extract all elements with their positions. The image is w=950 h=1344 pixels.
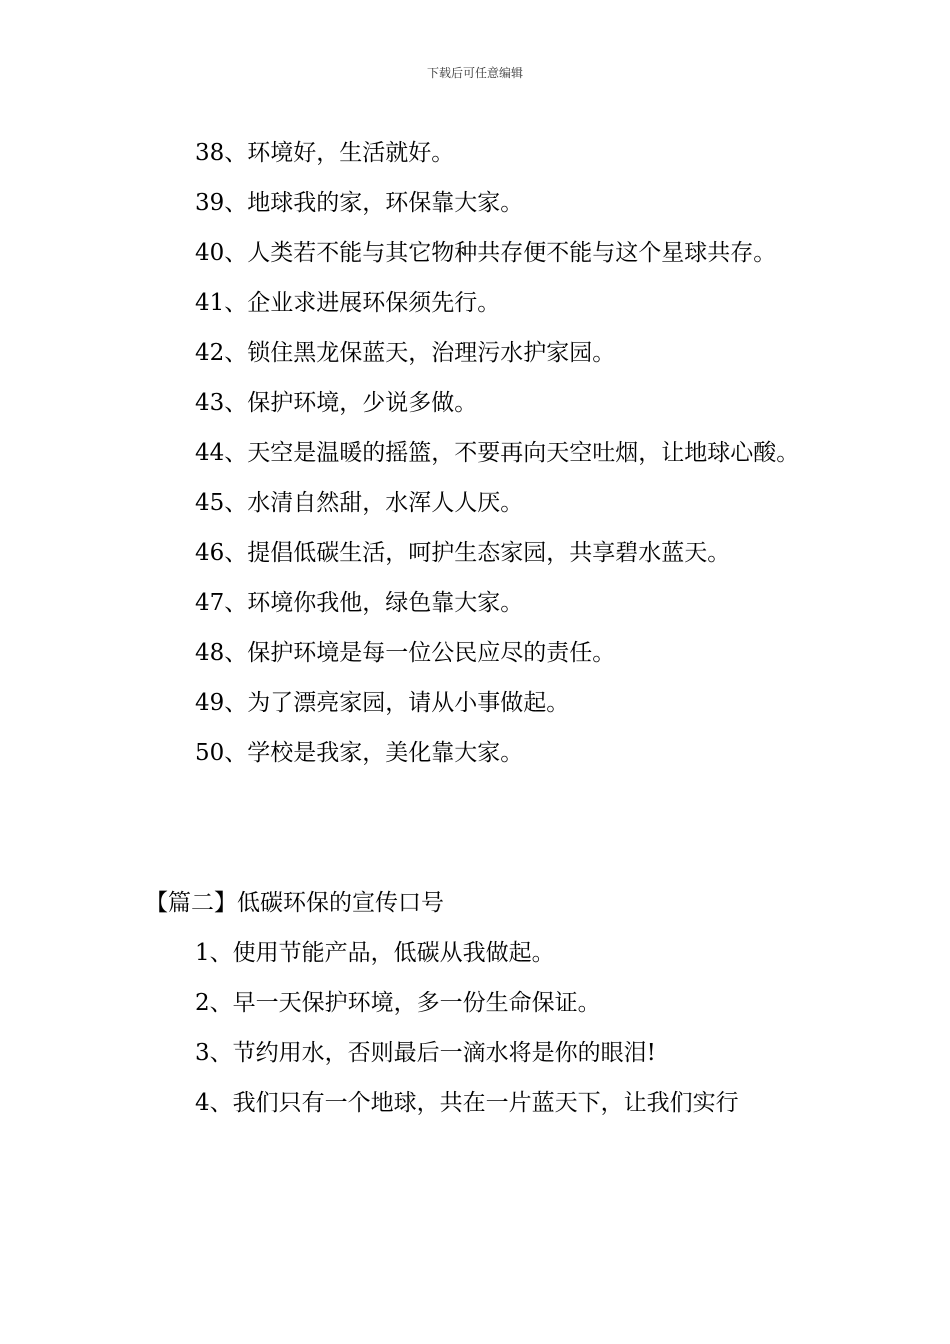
list-item: 3、节约用水，否则最后一滴水将是你的眼泪!: [195, 1040, 656, 1066]
document-body: [145, 128, 813, 1128]
header-note: 下载后可任意编辑: [426, 66, 523, 80]
list-item: 44、天空是温暖的摇篮，不要再向天空吐烟，让地球心酸。: [195, 440, 800, 466]
list-item: 48、保护环境是每一位公民应尽的责任。: [195, 640, 616, 666]
section-gap: [145, 778, 813, 878]
section-title: 【篇二】低碳环保的宣传口号: [145, 890, 444, 916]
list-item: 43、保护环境，少说多做。: [195, 390, 478, 416]
list-item: 45、水清自然甜，水浑人人厌。: [195, 490, 524, 516]
list-item: 1、使用节能产品，低碳从我做起。: [195, 940, 555, 966]
list-item: 38、环境好，生活就好。: [195, 140, 455, 166]
list-item: 41、企业求进展环保须先行。: [195, 290, 501, 316]
list-item: 49、为了漂亮家园，请从小事做起。: [195, 690, 570, 716]
list-item: 42、锁住黑龙保蓝天，治理污水护家园。: [195, 340, 616, 366]
list-item: 4、我们只有一个地球，共在一片蓝天下，让我们实行: [195, 1090, 739, 1116]
list-item: 50、学校是我家，美化靠大家。: [195, 740, 524, 766]
list-item: 2、早一天保护环境，多一份生命保证。: [195, 990, 601, 1016]
list-item: 39、地球我的家，环保靠大家。: [195, 190, 524, 216]
list-item: 40、人类若不能与其它物种共存便不能与这个星球共存。: [195, 240, 777, 266]
list-item: 46、提倡低碳生活，呵护生态家园，共享碧水蓝天。: [195, 540, 731, 566]
list-item: 47、环境你我他，绿色靠大家。: [195, 590, 524, 616]
